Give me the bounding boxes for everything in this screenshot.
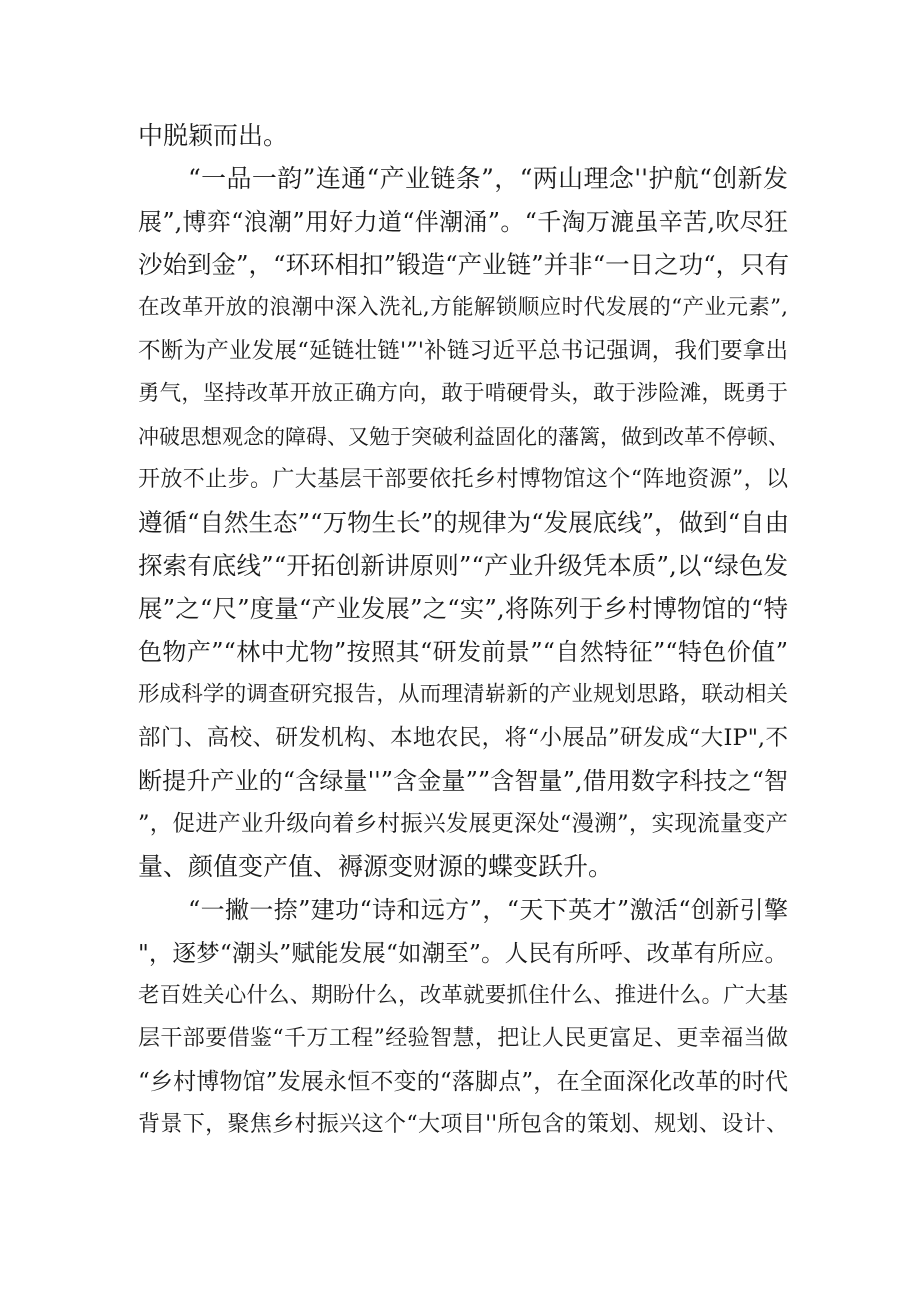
text-line: 部门、高校、研发机构、本地农民，将“小展品”研发成“大IP",不 — [138, 725, 788, 751]
text-line: ”，促进产业升级向着乡村振兴发展更深处“漫溯”，实现流量变产 — [138, 811, 788, 837]
text-line: "，逐梦“潮头”赋能发展“如潮至”。人民有所呼、改革有所应。 — [138, 939, 788, 967]
text-line: 中脱颖而出。 — [138, 121, 289, 150]
text-line: 开放不止步。广大基层干部要依托乡村博物馆这个“阵地资源”，以 — [138, 467, 788, 492]
text-line: 在改革开放的浪潮中深入洗礼,方能解锁顺应时代发展的“产业元素”, — [138, 295, 788, 320]
text-line: 不断为产业发展“延链壮链'”'补链习近平总书记强调，我们要拿出 — [138, 338, 788, 364]
text-line: 量、颜值变产值、褥源变财源的蝶变跃升。 — [138, 852, 614, 881]
text-line: 勇气，坚持改革开放正确方向，敢于啃硬骨头，敢于涉险滩，既勇于 — [138, 381, 788, 406]
text-line: “乡村博物馆”发展永恒不变的“落脚点”，在全面深化改革的时代 — [138, 1069, 788, 1095]
text-line: 断提升产业的“含绿量''”含金量””含智量”,借用数字科技之“智 — [138, 767, 788, 795]
text-line: 探索有底线”“开拓创新讲原则”“产业升级凭本质”,以“绿色发 — [138, 551, 788, 580]
text-line: 形成科学的调查研究报告，从而理清崭新的产业规划思路，联动相关 — [138, 682, 788, 707]
text-line: 背景下，聚焦乡村振兴这个“大项目''所包含的策划、规划、设计、 — [138, 1112, 788, 1137]
text-line: 展”之“尺”度量“产业发展”之“实”,将陈列于乡村博物馆的“特 — [138, 594, 788, 623]
text-line: 遵循“自然生态”“万物生长”的规律为“发展底线”，做到“自由 — [138, 508, 790, 537]
text-line: 层干部要借鉴“千万工程”经验智慧，把让人民更富足、更幸福当做 — [138, 1026, 788, 1051]
text-line: 冲破思想观念的障碍、又勉于突破利益固化的藩篱，做到改革不停顿、 — [138, 425, 789, 449]
text-line: 色物产”“林中尤物”按照其“研发前景”“自然特征”“特色价值” — [138, 638, 788, 666]
text-line: 展”,博弈“浪潮”用好力道“伴潮涌”。“千淘万漉虽辛苦,吹尽狂 — [138, 208, 788, 236]
text-line: 老百姓关心什么、期盼什么，改革就要抓住什么、推进什么。广大基 — [138, 983, 788, 1008]
paragraph-first-line: “一撇一捺”建功“诗和远方”，“天下英才”激活“创新引擎 — [188, 896, 788, 924]
text-line: 沙始到金”，“环环相扣”锻造“产业链”并非“一日之功“，只有 — [138, 250, 790, 279]
paragraph-first-line: “一品一韵”连通“产业链条”，“两山理念''护航“创新发 — [188, 164, 788, 193]
